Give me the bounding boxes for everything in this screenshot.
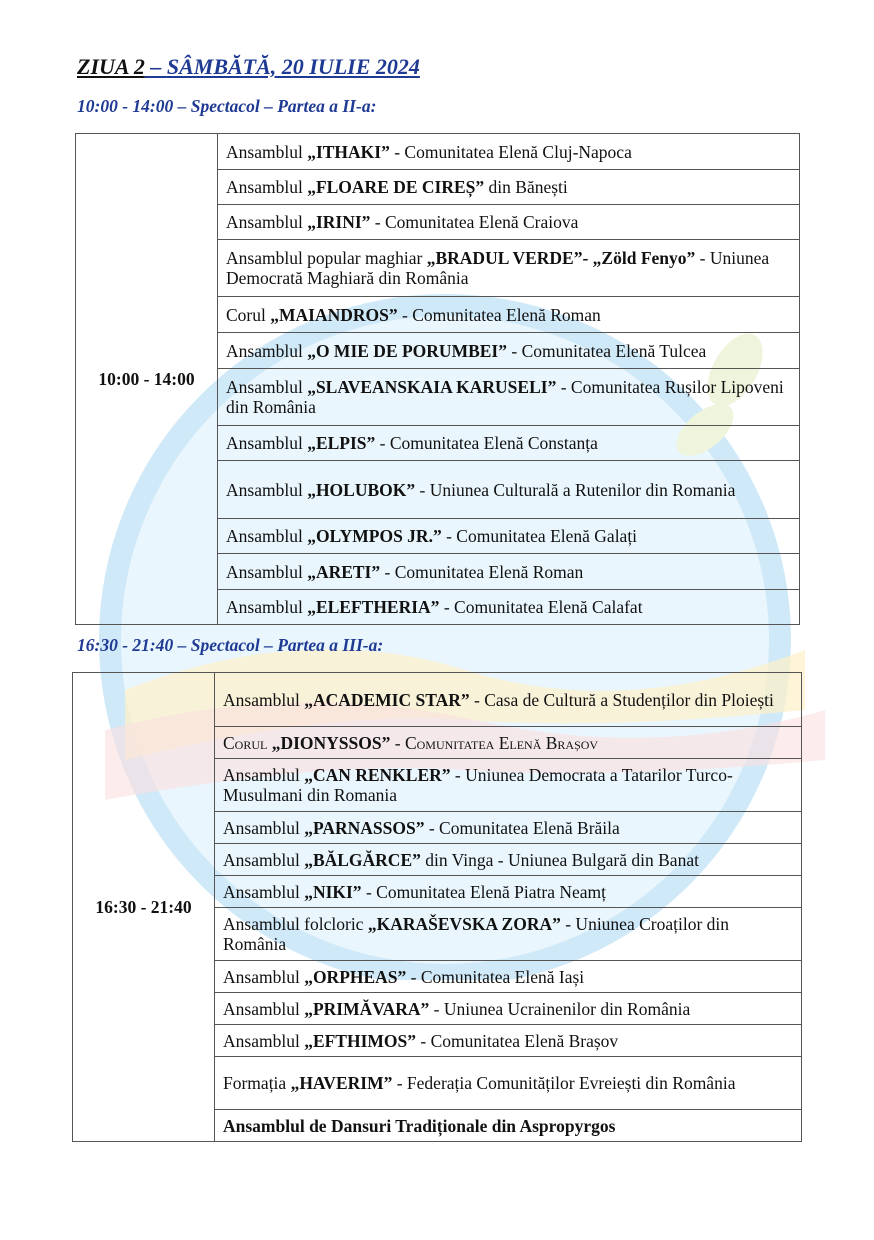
ensemble-name: „HAVERIM” bbox=[290, 1073, 393, 1093]
ensemble-name: „ACADEMIC STAR” bbox=[304, 689, 470, 710]
performer-type: Ansamblul bbox=[223, 689, 305, 710]
performer-type: Ansamblul popular maghiar bbox=[226, 248, 427, 268]
ensemble-name: „ARETI” bbox=[307, 561, 381, 582]
performer-affiliation: - Comunitatea Elenă Cluj-Napoca bbox=[389, 141, 632, 162]
performer-type: Ansamblul bbox=[223, 966, 305, 987]
section-title-part-3: 16:30 - 21:40 – Spectacol – Partea a III-a: bbox=[77, 635, 384, 655]
ensemble-name: „ELPIS” bbox=[307, 433, 376, 453]
performer-cell bbox=[215, 727, 802, 759]
performer-affiliation: - Comunitatea Elenă Brăila bbox=[424, 817, 620, 838]
performer-cell bbox=[218, 205, 800, 240]
performer-affiliation: - Comunitatea Elenă Piatra Neamț bbox=[361, 881, 606, 902]
ensemble-name: „HOLUBOK” bbox=[307, 479, 416, 500]
ensemble-name: „PARNASSOS” bbox=[304, 817, 425, 838]
performer-cell bbox=[218, 554, 800, 590]
time-slot-cell: 10:00 - 14:00 bbox=[76, 134, 218, 625]
performer-type: Ansamblul bbox=[223, 881, 305, 902]
performer-cell bbox=[215, 812, 802, 844]
performer-affiliation: - Casa de Cultură a Studenților din Ploiești bbox=[469, 689, 774, 710]
performer-cell bbox=[218, 519, 800, 554]
schedule-table-part-2 bbox=[75, 133, 800, 625]
performer-cell bbox=[218, 461, 800, 519]
performer-type: Ansamblul bbox=[223, 998, 305, 1019]
performer-type: Corul bbox=[226, 304, 271, 325]
ensemble-name: „O MIE DE PORUMBEI” bbox=[307, 340, 507, 361]
performer-affiliation: din Bănești bbox=[484, 177, 568, 197]
ensemble-name: „EFTHIMOS” bbox=[304, 1030, 417, 1051]
ensemble-name: „NIKI” bbox=[304, 881, 362, 902]
performer-type: Ansamblul folcloric bbox=[223, 914, 368, 934]
performer-affiliation: - Comunitatea Elenă Iași bbox=[406, 966, 585, 987]
performer-type: Ansamblul bbox=[223, 1030, 305, 1051]
ensemble-name: „MAIANDROS” bbox=[270, 304, 398, 325]
performer-type: Ansamblul bbox=[226, 340, 308, 361]
performer-cell bbox=[215, 908, 802, 961]
performer-type: Formația bbox=[223, 1073, 291, 1093]
ensemble-name: „ORPHEAS” bbox=[304, 966, 407, 987]
table-row bbox=[73, 673, 802, 727]
ensemble-name: „BRADUL VERDE”- „Zöld Fenyo” bbox=[426, 248, 696, 268]
ensemble-name: „KARAŠEVSKA ZORA” bbox=[367, 914, 561, 934]
day-date: SÂMBĂTĂ, 20 IULIE 2024 bbox=[166, 54, 420, 79]
performer-cell bbox=[218, 369, 800, 426]
performer-cell bbox=[218, 333, 800, 369]
performer-affiliation: - Comunitatea Elenă Roman bbox=[397, 304, 601, 325]
performer-affiliation: - Comunitatea Rușilor Lipoveni din România bbox=[226, 377, 784, 417]
performer-type: Ansamblul bbox=[226, 177, 308, 197]
performer-cell bbox=[215, 1110, 802, 1142]
performer-affiliation: - Uniunea Ucrainenilor din România bbox=[429, 998, 691, 1019]
performer-cell bbox=[215, 961, 802, 993]
performer-affiliation: - Comunitatea Elenă Galați bbox=[441, 526, 638, 546]
performer-cell bbox=[215, 844, 802, 876]
ensemble-name: „BĂLGĂRCE” bbox=[304, 849, 421, 870]
ensemble-name: „ITHAKI” bbox=[307, 141, 390, 162]
performer-affiliation: - Comunitatea Elenă Brașov bbox=[390, 732, 599, 753]
performer-cell bbox=[215, 876, 802, 908]
performer-cell bbox=[215, 993, 802, 1025]
performer-cell bbox=[215, 1057, 802, 1110]
performer-type: Ansamblul bbox=[223, 849, 305, 870]
performer-affiliation: - Comunitatea Elenă Constanța bbox=[375, 433, 598, 453]
performer-type: Corul bbox=[223, 732, 272, 753]
table-row bbox=[76, 134, 800, 170]
performer-type: Ansamblul bbox=[226, 433, 308, 453]
performer-cell bbox=[215, 1025, 802, 1057]
ensemble-name: „FLOARE DE CIREȘ” bbox=[307, 177, 485, 197]
performer-affiliation: - Comunitatea Elenă Roman bbox=[380, 561, 584, 582]
ensemble-name: „ELEFTHERIA” bbox=[307, 597, 440, 617]
day-title bbox=[77, 54, 420, 80]
time-slot-cell: 16:30 - 21:40 bbox=[73, 673, 215, 1142]
performer-affiliation: - Comunitatea Elenă Brașov bbox=[416, 1030, 619, 1051]
ensemble-name: „PRIMĂVARA” bbox=[304, 998, 430, 1019]
performer-type: Ansamblul bbox=[226, 377, 308, 397]
ensemble-name: „IRINI” bbox=[307, 212, 371, 232]
performer-affiliation: - Comunitatea Elenă Craiova bbox=[370, 212, 579, 232]
performer-affiliation: - Uniunea Culturală a Rutenilor din Romania bbox=[415, 479, 736, 500]
performer-cell bbox=[215, 673, 802, 727]
performer-affiliation: - Uniunea Democrată Maghiară din România bbox=[226, 248, 770, 288]
schedule-table-part-3 bbox=[72, 672, 802, 1142]
performer-type: Ansamblul bbox=[226, 526, 308, 546]
day-label: ZIUA 2 bbox=[77, 54, 145, 79]
performer-cell bbox=[218, 134, 800, 170]
performer-cell bbox=[218, 426, 800, 461]
section-title-part-2: 10:00 - 14:00 – Spectacol – Partea a II-a: bbox=[77, 96, 377, 116]
day-title-dash: – bbox=[144, 54, 167, 79]
performer-cell bbox=[218, 590, 800, 625]
performer-type: Ansamblul bbox=[226, 141, 308, 162]
ensemble-name: „CAN RENKLER” bbox=[304, 765, 451, 785]
performer-affiliation: - Comunitatea Elenă Tulcea bbox=[507, 340, 707, 361]
performer-affiliation: - Comunitatea Elenă Calafat bbox=[439, 597, 643, 617]
performer-affiliation: - Federația Comunităților Evreiești din România bbox=[392, 1073, 736, 1093]
performer-type: Ansamblul bbox=[226, 479, 308, 500]
performer-affiliation: - Uniunea Croaților din România bbox=[223, 914, 730, 954]
performer-cell bbox=[218, 297, 800, 333]
ensemble-name: Ansamblul de Dansuri Tradiționale din Aspropyrgos bbox=[223, 1115, 616, 1136]
ensemble-name: „OLYMPOS JR.” bbox=[307, 526, 442, 546]
performer-type: Ansamblul bbox=[223, 765, 305, 785]
performer-type: Ansamblul bbox=[226, 597, 308, 617]
performer-cell bbox=[218, 170, 800, 205]
ensemble-name: „DIONYSSOS” bbox=[271, 732, 391, 753]
performer-type: Ansamblul bbox=[223, 817, 305, 838]
performer-affiliation: din Vinga - Uniunea Bulgară din Banat bbox=[420, 849, 699, 870]
performer-cell bbox=[215, 759, 802, 812]
performer-type: Ansamblul bbox=[226, 212, 308, 232]
performer-type: Ansamblul bbox=[226, 561, 308, 582]
performer-affiliation: - Uniunea Democrata a Tatarilor Turco-Musulmani din Romania bbox=[223, 765, 733, 805]
performer-cell bbox=[218, 240, 800, 297]
ensemble-name: „SLAVEANSKAIA KARUSELI” bbox=[307, 377, 557, 397]
